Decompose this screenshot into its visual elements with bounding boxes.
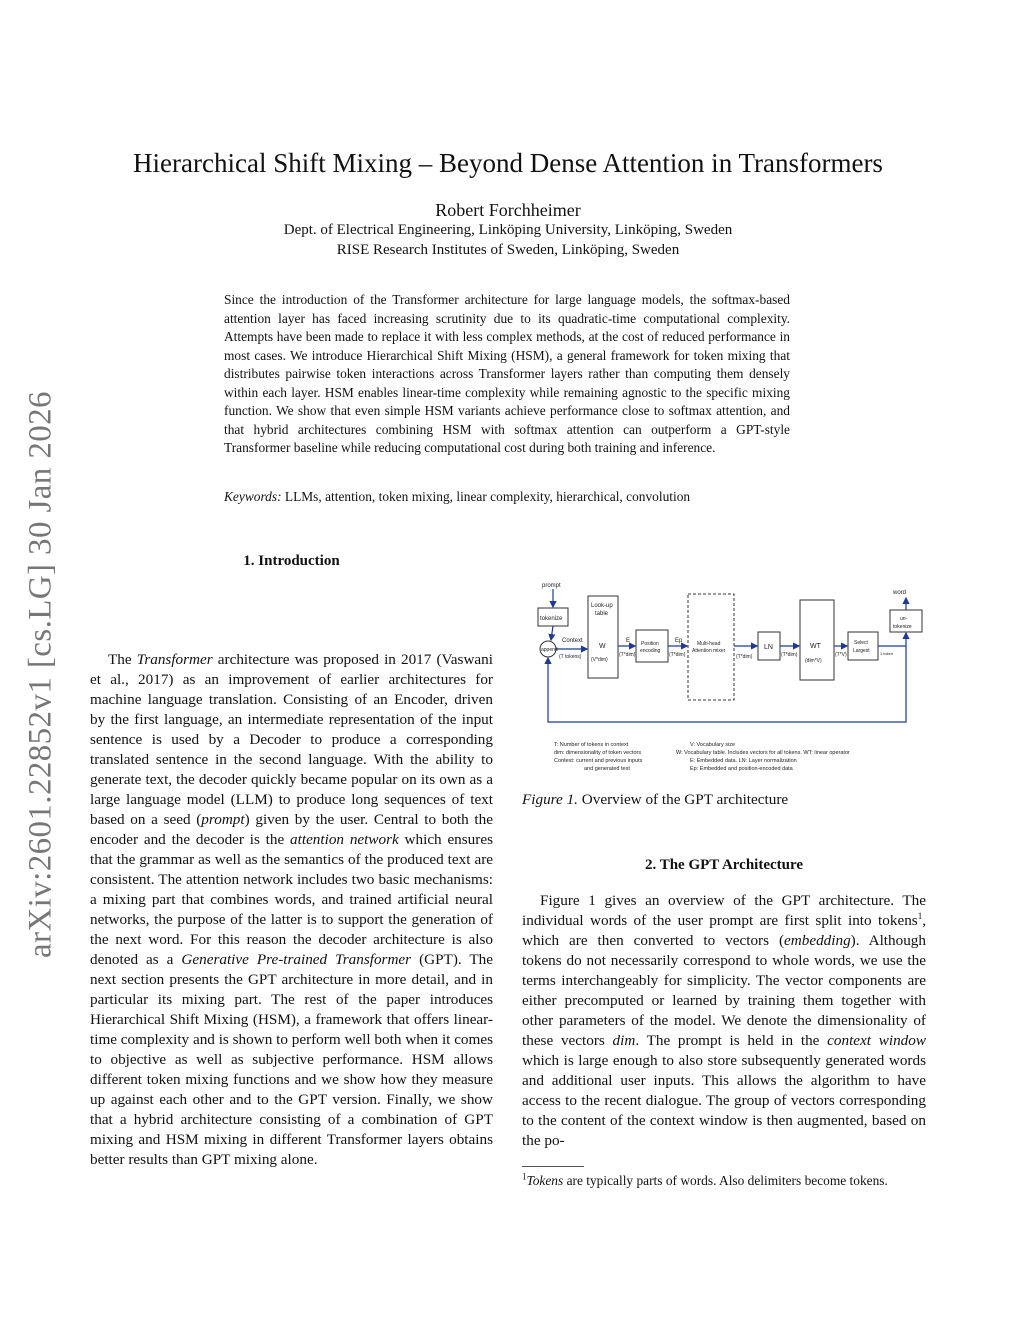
footnote bbox=[522, 1172, 927, 1190]
svg-text:and generated text: and generated text bbox=[584, 766, 630, 772]
paper-title: Hierarchical Shift Mixing – Beyond Dense Attention in Transformers bbox=[133, 148, 883, 178]
svg-text:Ep: Ep bbox=[675, 638, 683, 644]
svg-text:E: Embedded data. LN: Layer no: E: Embedded data. LN: Layer normalization bbox=[690, 758, 797, 764]
svg-text:(dim*V): (dim*V) bbox=[805, 658, 822, 664]
gpt-section-body bbox=[522, 891, 926, 1151]
svg-text:W: Vocabulary table. Includes: W: Vocabulary table. Includes vectors for all tokens. WT: linear operator bbox=[676, 750, 850, 756]
introduction-paragraph: The Transformer architecture was proposed in 2017 (Vaswani et al., 2017) as an improvement of earlier architectures for machine language translation. Consisting of an Encoder, driven by the first language, an intermediate representation of the input sentence is used by a Decoder to produce a corresponding translated sentence in the second language. With the ability to generate text, the decoder quickly became popular on its own as a large language model (LLM) to produce long sequences of text based on a seed (prompt) given by the user. Central to both the encoder and the decoder is the attention network which ensures that the grammar as well as the semantics of the produced text are consistent. The attention network includes two basic mechanisms: a mixing part that combines words, and trained artificial neural networks, the purpose of the latter is to support the generation of the next word. For this reason the decoder architecture is also denoted as a Generative Pre-trained Transformer (GPT). The next section presents the GPT architecture in more detail, and in particular its mixing part. The rest of the paper introduces Hierarchical Shift Mixing (HSM), a framework that offers linear-time complexity and is shown to perform well both when it comes to objective as well as subjective performance. HSM allows different token mixing functions and we show how they measure up against each other and to the GPT version. Finally, we show that a hybrid architecture consisting of a combination of GPT mixing and HSM mixing in different Transformer layers obtains better results than GPT mixing alone. bbox=[90, 651, 493, 1168]
svg-text:Multi-head: Multi-head bbox=[697, 641, 721, 647]
figure-gpt-architecture bbox=[522, 576, 930, 776]
svg-text:append: append bbox=[541, 647, 558, 653]
figure-1-caption-text: Overview of the GPT architecture bbox=[577, 791, 789, 808]
arxiv-identifier: arXiv:2601.22852v1 [cs.LG] 30 Jan 2026 bbox=[22, 391, 59, 959]
footnote-ref[interactable]: 1 bbox=[917, 910, 923, 921]
svg-text:table: table bbox=[595, 611, 609, 617]
footnote-mark: 1 bbox=[522, 1171, 527, 1182]
svg-text:(T*dim): (T*dim) bbox=[669, 652, 686, 658]
svg-text:prompt: prompt bbox=[542, 583, 561, 589]
svg-text:Position: Position bbox=[641, 641, 659, 647]
abstract: Since the introduction of the Transformer architecture for large language models, the softmax-based attention layer has faced increasing scrutinity due to its quadratic-time computational complexity. Attempts have been made to replace it with less complex methods, at the cost of reduced performance in most cases. We introduce Hierarchical Shift Mixing (HSM), a general framework for token mixing that distributes pairwise token interactions across Transformer layers rather than computing them densely within each layer. HSM enables linear-time complexity while remaining agnostic to the specific mixing function. We show that even simple HSM variants achieve performance close to softmax attention, and that hybrid architectures combining HSM with softmax attention can outperform a GPT-style Transformer baseline while reducing computational cost during both training and inference. bbox=[224, 292, 790, 455]
svg-text:1 token: 1 token bbox=[880, 651, 894, 656]
svg-text:(T*V): (T*V) bbox=[835, 652, 847, 658]
svg-text:un-: un- bbox=[900, 616, 908, 622]
affiliation-2: RISE Research Institutes of Sweden, Linköping, Sweden bbox=[336, 242, 680, 258]
figure-1-caption bbox=[522, 791, 926, 809]
footnote-term: Tokens bbox=[526, 1173, 564, 1188]
svg-text:(V*dim): (V*dim) bbox=[591, 657, 608, 663]
svg-text:Context: current and previous: Context: current and previous inputs bbox=[554, 758, 643, 764]
svg-text:E: E bbox=[626, 638, 631, 644]
section-heading-introduction: 1. Introduction bbox=[243, 553, 340, 569]
svg-text:(T*dim): (T*dim) bbox=[781, 652, 798, 658]
svg-text:Largest: Largest bbox=[853, 648, 870, 654]
svg-text:WT: WT bbox=[810, 643, 821, 650]
svg-text:LN: LN bbox=[764, 644, 773, 651]
svg-text:dim: dimensionality of token v: dim: dimensionality of token vectors bbox=[554, 750, 642, 756]
svg-text:T: Number of tokens in context: T: Number of tokens in context bbox=[554, 742, 629, 748]
svg-text:encoding: encoding bbox=[640, 648, 661, 654]
svg-text:(T*dim): (T*dim) bbox=[736, 654, 753, 660]
figure-1-label: Figure 1. bbox=[522, 791, 578, 808]
select-largest-box bbox=[848, 632, 878, 660]
footnote-text: are typically parts of words. Also delimiters become tokens. bbox=[563, 1173, 888, 1188]
author-name: Robert Forchheimer bbox=[435, 200, 581, 220]
svg-text:Context: Context bbox=[562, 638, 583, 644]
footnote-divider bbox=[522, 1166, 584, 1167]
svg-text:V: Vocabulary size: V: Vocabulary size bbox=[690, 742, 736, 748]
svg-text:Select: Select bbox=[854, 640, 868, 646]
svg-text:tokenize: tokenize bbox=[893, 624, 912, 630]
svg-text:tokenize: tokenize bbox=[540, 616, 563, 622]
linear-output-box bbox=[800, 600, 834, 680]
svg-text:Look-up: Look-up bbox=[591, 603, 613, 609]
svg-text:Attention mixer: Attention mixer bbox=[692, 648, 726, 654]
svg-text:Ep: Embedded and position-enco: Ep: Embedded and position-encoded data bbox=[690, 766, 793, 772]
keywords bbox=[224, 489, 790, 505]
svg-text:(T*dim): (T*dim) bbox=[619, 652, 636, 658]
affiliation-1: Dept. of Electrical Engineering, Linköping University, Linköping, Sweden bbox=[283, 222, 733, 238]
svg-text:(T tokens): (T tokens) bbox=[559, 654, 582, 660]
introduction-body bbox=[90, 650, 493, 1170]
gpt-paragraph: Figure 1 gives an overview of the GPT architecture. The individual words of the user prompt are first split into tokens$^1$, which are then converted to vectors (embedding). Although tokens do not necessarily correspond to whole words, we use the terms interchangeably for simplicity. The vector components are either precomputed or learned by training them together with other parameters of the model. We denote the dimensionality of these vectors dim. The prompt is held in the context window which is large enough to also store subsequently generated words and additional user inputs. This allows the algorithm to have access to the recent dialogue. The group of vectors corresponding to the content of the context window is then augmented, based on the po- bbox=[522, 892, 927, 1149]
attention-mixer-box bbox=[688, 594, 734, 700]
svg-text:W: W bbox=[599, 643, 606, 650]
section-heading-gpt: 2. The GPT Architecture bbox=[644, 857, 804, 873]
svg-text:word: word bbox=[893, 590, 907, 596]
keywords-label: Keywords: bbox=[224, 489, 282, 504]
keywords-text: LLMs, attention, token mixing, linear complexity, hierarchical, convolution bbox=[284, 489, 691, 504]
